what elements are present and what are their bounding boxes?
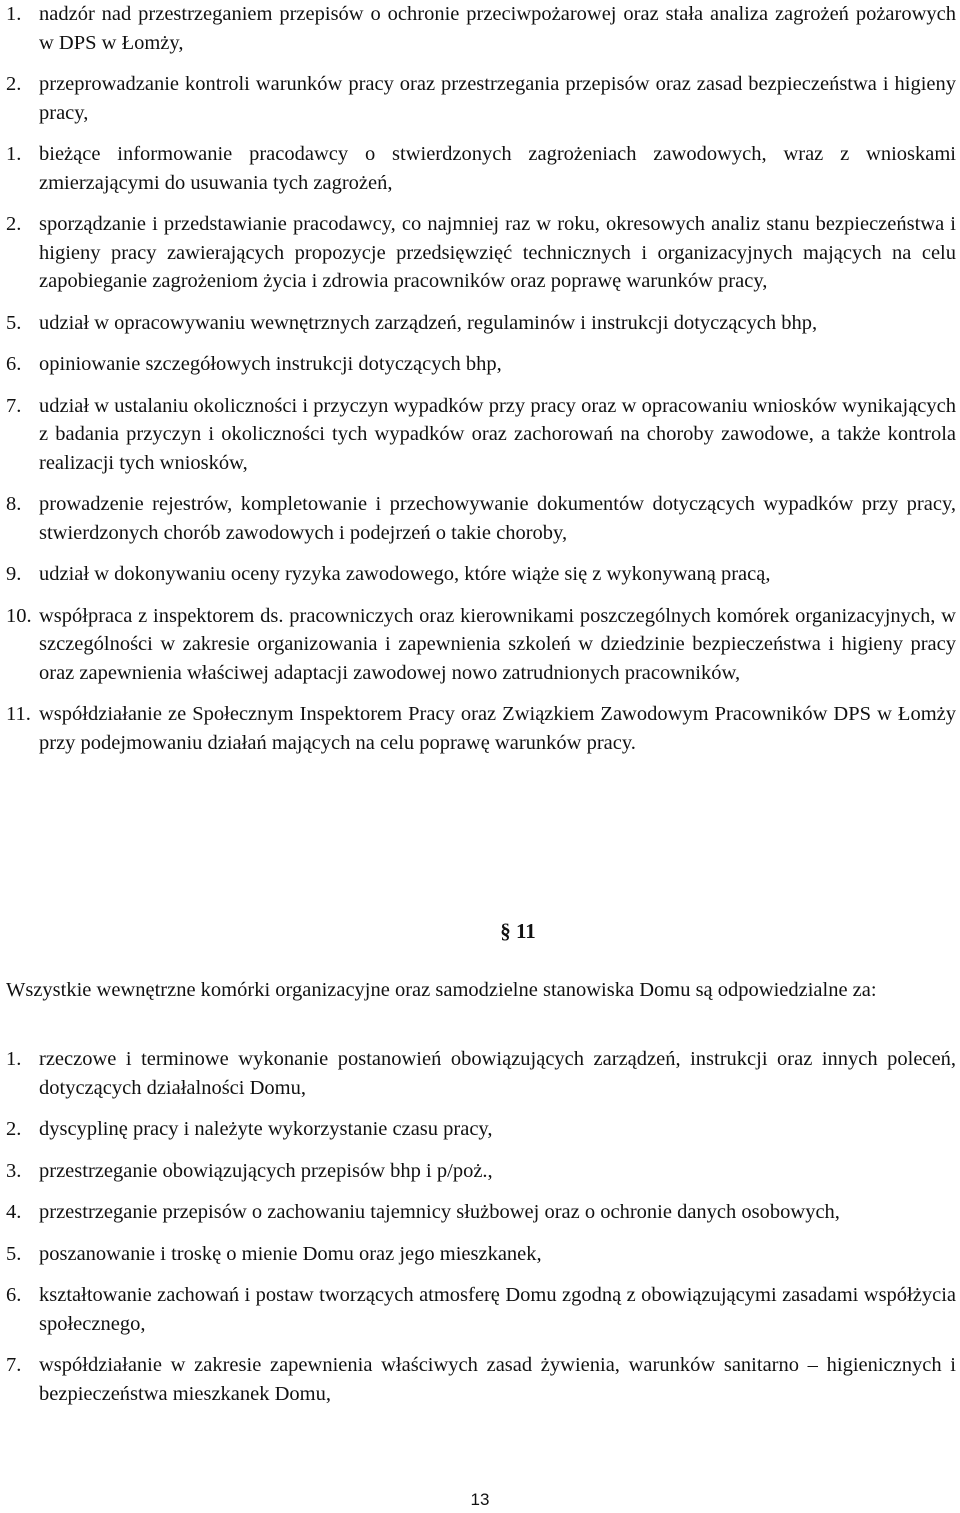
item-text: przeprowadzanie kontroli warunków pracy oraz przestrzegania przepisów oraz zasad bezpieczeństwa i higieny pracy,: [39, 73, 956, 124]
item-text: współpraca z inspektorem ds. pracowniczych oraz kierownikami poszczególnych komórek organizacyjnych, w szczególności w zakresie organizowania i zapewnienia szkoleń w dziedzinie bezpieczeństwa i higieny pracy oraz zapewnienia właściwej adaptacji zawodowej nowo zatrudnionych pracowników,: [39, 604, 956, 684]
item-number: 3.: [6, 1159, 22, 1182]
item-text: udział w ustalaniu okoliczności i przyczyn wypadków przy pracy oraz w opracowaniu wniosków wynikających z badania przyczyn i okoliczności tych wypadków oraz zachorowań na choroby zawodowe, a także kontrola realizacji tych wniosków,: [39, 394, 956, 474]
item-number: 2.: [6, 1118, 22, 1140]
item-number: 9.: [6, 563, 22, 585]
list-item: [6, 602, 956, 688]
item-number: 11.: [6, 703, 31, 725]
item-text: opiniowanie szczegółowych instrukcji dotyczących bhp,: [39, 353, 502, 375]
item-number: 8.: [6, 493, 22, 515]
list-item: [6, 309, 956, 338]
list-item: [6, 350, 956, 379]
list-item: [6, 70, 956, 127]
list-item: [6, 392, 956, 478]
item-text: udział w opracowywaniu wewnętrznych zarządzeń, regulaminów i instrukcji dotyczących bhp,: [39, 311, 818, 334]
list-item: [6, 490, 956, 547]
list-item: [6, 1198, 956, 1227]
item-text: nadzór nad przestrzeganiem przepisów o ochronie przeciwpożarowej oraz stała analiza zagrożeń pożarowych w DPS w Łomży,: [39, 3, 956, 54]
item-text: dyscyplinę pracy i należyte wykorzystanie czasu pracy,: [39, 1118, 493, 1140]
list-item: [6, 1045, 956, 1102]
item-number: 6.: [6, 1284, 22, 1306]
item-text: kształtowanie zachowań i postaw tworzących atmosferę Domu zgodną z obowiązującymi zasadami współżycia społecznego,: [39, 1284, 956, 1335]
item-number: 6.: [6, 353, 22, 375]
responsibilities-list: [6, 1045, 956, 1421]
list-item: [6, 1351, 956, 1408]
page-footer: [0, 1489, 960, 1511]
item-text: sporządzanie i przedstawianie pracodawcy, co najmniej raz w roku, okresowych analiz stanu bezpieczeństwa i higieny pracy zawierających propozycje przedsięwzięć technicznych i organizacyjnych mających na celu zapobieganie zagrożeniom życia i zdrowia pracowników oraz poprawę warunków pracy,: [39, 213, 956, 292]
list-item: [6, 1240, 956, 1269]
item-number: 1.: [6, 1048, 22, 1070]
item-number: 2.: [6, 73, 22, 95]
item-number: 1.: [6, 143, 22, 165]
item-text: prowadzenie rejestrów, kompletowanie i przechowywanie dokumentów dotyczących wypadków przy pracy, stwierdzonych chorób zawodowych i podejrzeń o takie choroby,: [39, 493, 956, 544]
list-item: [6, 1157, 956, 1186]
item-text: przestrzeganie obowiązujących przepisów bhp i p/poż.,: [39, 1159, 493, 1182]
list-item: [6, 560, 956, 589]
item-text: bieżące informowanie pracodawcy o stwierdzonych zagrożeniach zawodowych, wraz z wnioskami zmierzającymi do usuwania tych zagrożeń,: [39, 143, 956, 194]
item-number: 7.: [6, 1354, 22, 1376]
item-text: poszanowanie i troskę o mienie Domu oraz jego mieszkanek,: [39, 1242, 542, 1265]
section-heading-text: § 11: [500, 919, 536, 943]
list-item: [6, 1115, 956, 1144]
section-heading: [0, 916, 960, 946]
list-item: [6, 140, 956, 197]
item-number: 5.: [6, 311, 22, 334]
item-number: 10.: [6, 604, 32, 627]
duties-list: [6, 0, 956, 770]
item-text: współdziałanie ze Społecznym Inspektorem Pracy oraz Związkiem Zawodowym Pracowników DPS w Łomży przy podejmowaniu działań mających na celu poprawę warunków pracy.: [39, 703, 956, 754]
item-text: udział w dokonywaniu oceny ryzyka zawodowego, które wiąże się z wykonywaną pracą,: [39, 563, 771, 585]
list-item: [6, 1281, 956, 1338]
item-number: 2.: [6, 213, 22, 235]
list-item: [6, 700, 956, 757]
item-number: 7.: [6, 394, 22, 417]
list-item: [6, 0, 956, 57]
item-number: 4.: [6, 1201, 22, 1223]
item-text: rzeczowe i terminowe wykonanie postanowień obowiązujących zarządzeń, instrukcji oraz innych poleceń, dotyczących działalności Domu,: [39, 1048, 956, 1099]
item-text: współdziałanie w zakresie zapewnienia właściwych zasad żywienia, warunków sanitarno – higienicznych i bezpieczeństwa mieszkanek Domu,: [39, 1354, 956, 1405]
list-item: [6, 210, 956, 296]
intro-paragraph: Wszystkie wewnętrzne komórki organizacyjne oraz samodzielne stanowiska Domu są odpowiedzialne za:: [6, 979, 877, 1001]
item-number: 5.: [6, 1242, 22, 1265]
item-number: 1.: [6, 3, 22, 25]
page-number: 13: [470, 1490, 490, 1509]
item-text: przestrzeganie przepisów o zachowaniu tajemnicy służbowej oraz o ochronie danych osobowych,: [39, 1201, 840, 1223]
